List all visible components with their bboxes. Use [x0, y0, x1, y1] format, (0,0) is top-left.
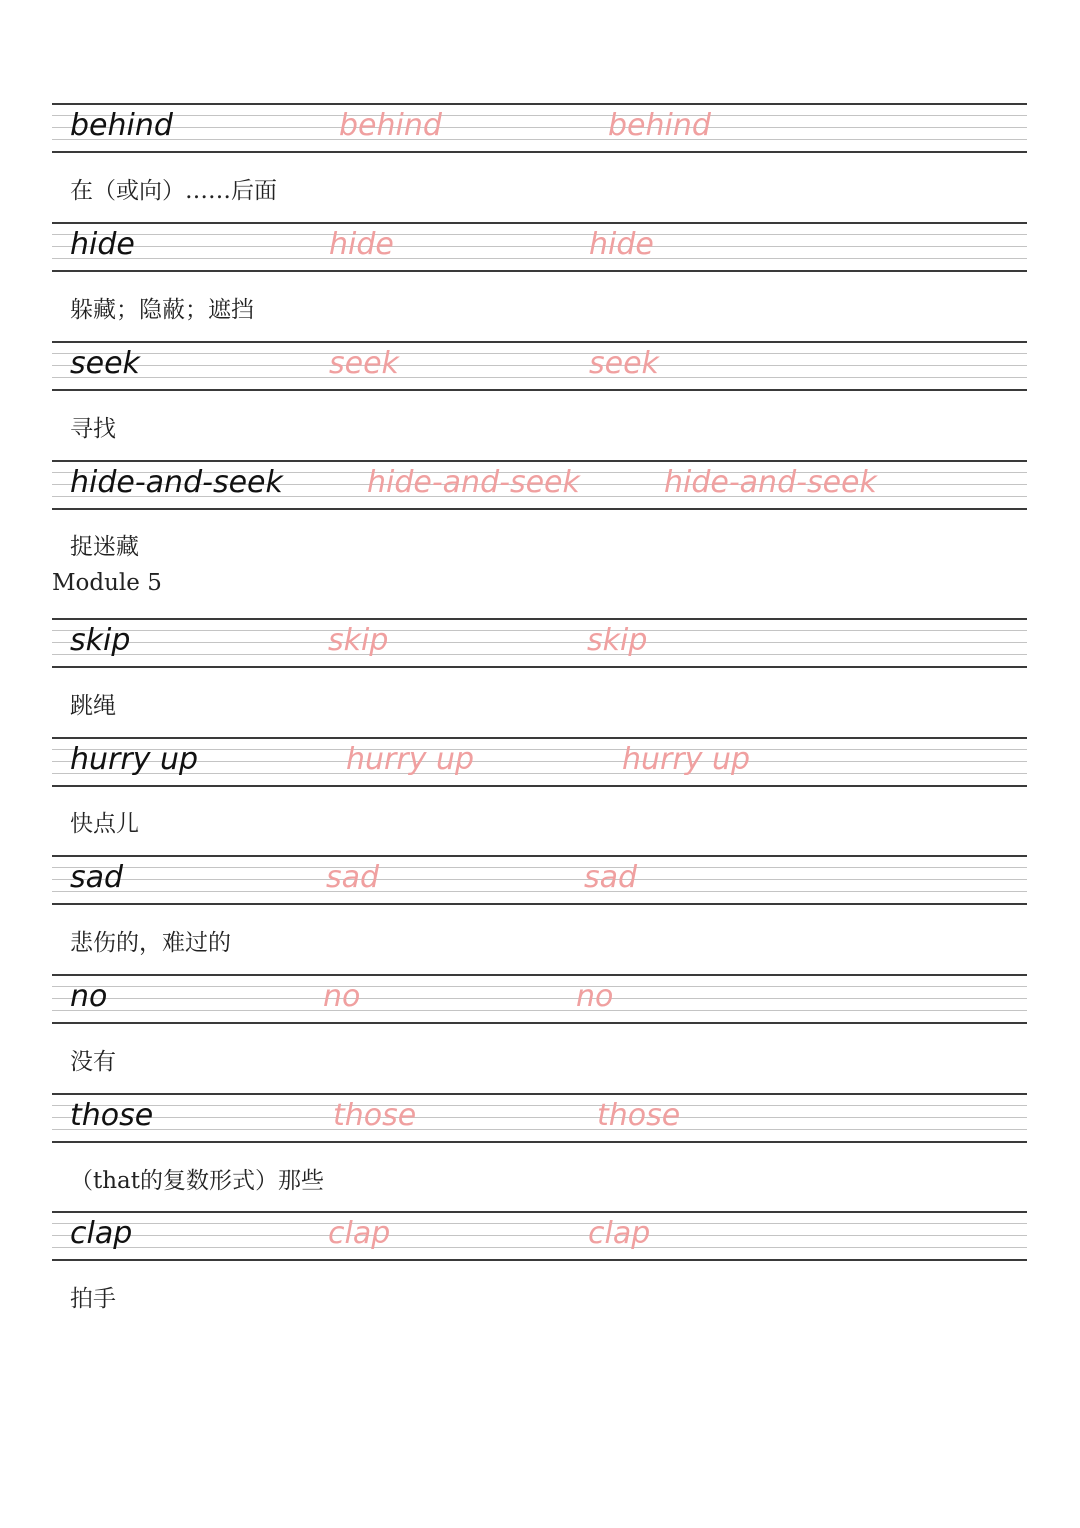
trace-word: hide-and-seek: [367, 465, 580, 500]
trace-word: those: [597, 1098, 681, 1133]
row-bottom-rule: [52, 1141, 1027, 1143]
row-guide-line: [52, 654, 1027, 655]
row-bottom-rule: [52, 1259, 1027, 1261]
writing-row-skip: [52, 618, 1027, 668]
vocab-word: hide-and-seek: [70, 465, 283, 500]
row-guide-line: [52, 258, 1027, 259]
word-meaning: 拍手: [70, 1286, 116, 1312]
vocab-word: clap: [70, 1216, 133, 1251]
writing-row-no: [52, 974, 1027, 1024]
row-guide-line: [52, 1105, 1027, 1106]
trace-word: hurry up: [622, 742, 751, 777]
trace-word: sad: [584, 860, 638, 895]
trace-word: behind: [608, 108, 711, 143]
writing-row-seek: [52, 341, 1027, 391]
writing-row-hurry-up: [52, 737, 1027, 787]
row-guide-line: [52, 891, 1027, 892]
vocab-word: behind: [70, 108, 173, 143]
row-guide-line: [52, 986, 1027, 987]
writing-row-sad: [52, 855, 1027, 905]
word-meaning: 捉迷藏: [70, 534, 139, 560]
row-bottom-rule: [52, 903, 1027, 905]
row-guide-line: [52, 127, 1027, 128]
trace-word: no: [576, 979, 614, 1014]
trace-word: hide: [589, 227, 654, 262]
trace-word: skip: [328, 623, 389, 658]
row-top-rule: [52, 341, 1027, 343]
row-bottom-rule: [52, 389, 1027, 391]
trace-word: hurry up: [346, 742, 475, 777]
word-meaning: 跳绳: [70, 693, 116, 719]
vocab-word: hurry up: [70, 742, 199, 777]
trace-word: hide: [329, 227, 394, 262]
section-heading: Module 5: [52, 570, 162, 596]
row-bottom-rule: [52, 270, 1027, 272]
writing-row-behind: [52, 103, 1027, 153]
row-guide-line: [52, 642, 1027, 643]
word-meaning: 悲伤的，难过的: [70, 930, 231, 956]
row-top-rule: [52, 737, 1027, 739]
row-top-rule: [52, 103, 1027, 105]
trace-word: clap: [588, 1216, 651, 1251]
row-bottom-rule: [52, 785, 1027, 787]
row-guide-line: [52, 139, 1027, 140]
vocab-word: hide: [70, 227, 135, 262]
row-guide-line: [52, 246, 1027, 247]
row-guide-line: [52, 1235, 1027, 1236]
word-meaning: 没有: [70, 1049, 116, 1075]
row-guide-line: [52, 1010, 1027, 1011]
row-bottom-rule: [52, 508, 1027, 510]
writing-row-clap: [52, 1211, 1027, 1261]
word-meaning: 躲藏；隐蔽；遮挡: [70, 297, 254, 323]
row-guide-line: [52, 1117, 1027, 1118]
trace-word: those: [333, 1098, 417, 1133]
word-meaning: 快点儿: [70, 811, 139, 837]
row-top-rule: [52, 1093, 1027, 1095]
row-guide-line: [52, 1129, 1027, 1130]
row-guide-line: [52, 234, 1027, 235]
row-guide-line: [52, 773, 1027, 774]
row-guide-line: [52, 867, 1027, 868]
row-bottom-rule: [52, 666, 1027, 668]
trace-word: no: [323, 979, 361, 1014]
row-top-rule: [52, 222, 1027, 224]
vocab-word: no: [70, 979, 108, 1014]
trace-word: skip: [587, 623, 648, 658]
row-guide-line: [52, 1223, 1027, 1224]
row-top-rule: [52, 974, 1027, 976]
row-guide-line: [52, 115, 1027, 116]
row-guide-line: [52, 630, 1027, 631]
trace-word: clap: [328, 1216, 391, 1251]
row-guide-line: [52, 749, 1027, 750]
vocab-word: seek: [70, 346, 140, 381]
row-guide-line: [52, 761, 1027, 762]
row-guide-line: [52, 879, 1027, 880]
writing-row-hide-and-seek: [52, 460, 1027, 510]
row-guide-line: [52, 1247, 1027, 1248]
row-top-rule: [52, 855, 1027, 857]
trace-word: hide-and-seek: [664, 465, 877, 500]
trace-word: seek: [329, 346, 399, 381]
vocab-word: skip: [70, 623, 131, 658]
row-guide-line: [52, 365, 1027, 366]
word-meaning: 寻找: [70, 416, 116, 442]
writing-row-hide: [52, 222, 1027, 272]
row-guide-line: [52, 998, 1027, 999]
row-bottom-rule: [52, 151, 1027, 153]
trace-word: behind: [339, 108, 442, 143]
word-meaning: 在（或向）……后面: [70, 178, 277, 204]
row-bottom-rule: [52, 1022, 1027, 1024]
word-meaning: （that的复数形式）那些: [70, 1168, 325, 1194]
writing-row-those: [52, 1093, 1027, 1143]
row-top-rule: [52, 1211, 1027, 1213]
trace-word: sad: [326, 860, 380, 895]
row-top-rule: [52, 460, 1027, 462]
row-top-rule: [52, 618, 1027, 620]
trace-word: seek: [589, 346, 659, 381]
row-guide-line: [52, 353, 1027, 354]
vocab-word: sad: [70, 860, 124, 895]
row-guide-line: [52, 377, 1027, 378]
vocab-word: those: [70, 1098, 154, 1133]
